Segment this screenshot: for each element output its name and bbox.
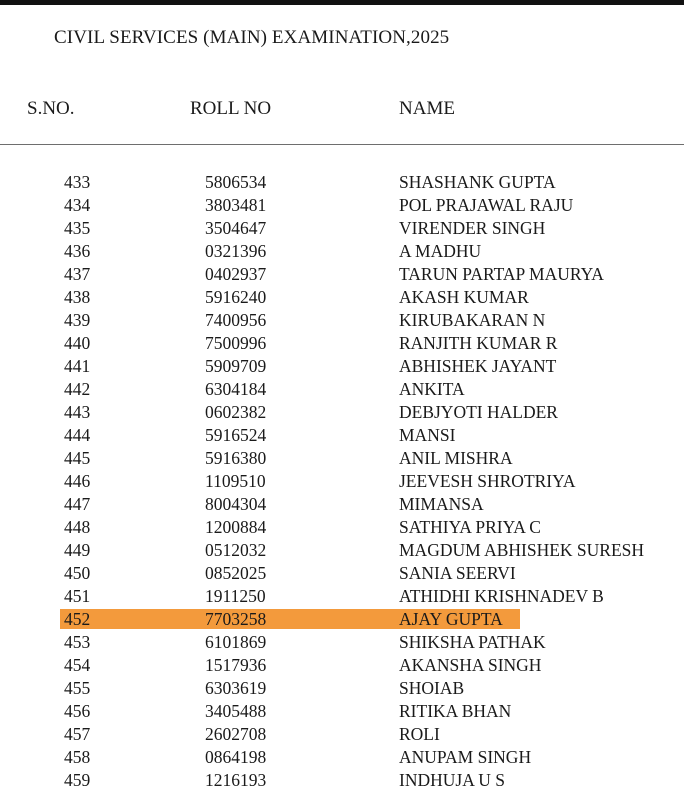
- page-title: CIVIL SERVICES (MAIN) EXAMINATION,2025: [54, 27, 450, 48]
- name-cell: ANKITA: [399, 379, 465, 399]
- roll-no-cell: 6101869: [205, 632, 267, 652]
- sno-cell: 444: [64, 425, 91, 445]
- name-cell: AJAY GUPTA: [399, 609, 503, 629]
- roll-no-cell: 5909709: [205, 356, 267, 376]
- table-row: [0, 723, 684, 746]
- roll-no-cell: 5806534: [205, 172, 267, 192]
- name-cell: MIMANSA: [399, 494, 484, 514]
- top-border: [0, 0, 684, 5]
- table-row: [0, 194, 684, 217]
- roll-no-cell: 0402937: [205, 264, 267, 284]
- table-row: [0, 585, 684, 608]
- name-cell: RANJITH KUMAR R: [399, 333, 558, 353]
- sno-cell: 459: [64, 770, 91, 790]
- name-cell: AKASH KUMAR: [399, 287, 529, 307]
- roll-no-cell: 1216193: [205, 770, 267, 790]
- name-cell: ANUPAM SINGH: [399, 747, 532, 767]
- name-cell: AKANSHA SINGH: [399, 655, 542, 675]
- sno-cell: 453: [64, 632, 91, 652]
- sno-cell: 438: [64, 287, 91, 307]
- table-row: [0, 171, 684, 194]
- table-row: [0, 240, 684, 263]
- table-row: [0, 539, 684, 562]
- table-row-highlighted: [0, 608, 684, 631]
- name-cell: DEBJYOTI HALDER: [399, 402, 558, 422]
- sno-cell: 450: [64, 563, 91, 583]
- name-cell: A MADHU: [399, 241, 482, 261]
- roll-no-cell: 1109510: [205, 471, 266, 491]
- table-row: [0, 332, 684, 355]
- sno-cell: 435: [64, 218, 91, 238]
- table-row: [0, 309, 684, 332]
- table-row: [0, 746, 684, 769]
- table-row: [0, 447, 684, 470]
- sno-cell: 448: [64, 517, 91, 537]
- name-cell: ROLI: [399, 724, 440, 744]
- name-cell: INDHUJA U S: [399, 770, 505, 790]
- sno-cell: 436: [64, 241, 91, 261]
- sno-cell: 458: [64, 747, 91, 767]
- sno-cell: 433: [64, 172, 91, 192]
- column-header-name: NAME: [399, 98, 455, 119]
- sno-cell: 442: [64, 379, 91, 399]
- table-row: [0, 562, 684, 585]
- sno-cell: 446: [64, 471, 91, 491]
- roll-no-cell: 0602382: [205, 402, 267, 422]
- table-row: [0, 286, 684, 309]
- roll-no-cell: 7400956: [205, 310, 267, 330]
- table-row: [0, 401, 684, 424]
- table-row: [0, 700, 684, 723]
- table-row: [0, 654, 684, 677]
- sno-cell: 455: [64, 678, 91, 698]
- name-cell: ABHISHEK JAYANT: [399, 356, 557, 376]
- sno-cell: 445: [64, 448, 91, 468]
- roll-no-cell: 8004304: [205, 494, 267, 514]
- name-cell: SHOIAB: [399, 678, 465, 698]
- table-row: [0, 378, 684, 401]
- table-row: [0, 769, 684, 792]
- table-row: [0, 470, 684, 493]
- roll-no-cell: 7703258: [205, 609, 267, 629]
- sno-cell: 440: [64, 333, 91, 353]
- sno-cell: 452: [64, 609, 91, 629]
- sno-cell: 457: [64, 724, 91, 744]
- name-cell: RITIKA BHAN: [399, 701, 512, 721]
- header-divider: [0, 144, 684, 145]
- roll-no-cell: 2602708: [205, 724, 267, 744]
- roll-no-cell: 1200884: [205, 517, 267, 537]
- roll-no-cell: 1911250: [205, 586, 266, 606]
- roll-no-cell: 3504647: [205, 218, 267, 238]
- sno-cell: 447: [64, 494, 91, 514]
- roll-no-cell: 5916524: [205, 425, 267, 445]
- table-row: [0, 631, 684, 654]
- roll-no-cell: 5916240: [205, 287, 267, 307]
- roll-no-cell: 5916380: [205, 448, 267, 468]
- name-cell: SHASHANK GUPTA: [399, 172, 556, 192]
- name-cell: ATHIDHI KRISHNADEV B: [399, 586, 604, 606]
- sno-cell: 451: [64, 586, 91, 606]
- roll-no-cell: 6303619: [205, 678, 267, 698]
- table-row: [0, 355, 684, 378]
- name-cell: SATHIYA PRIYA C: [399, 517, 541, 537]
- roll-no-cell: 0512032: [205, 540, 267, 560]
- name-cell: KIRUBAKARAN N: [399, 310, 546, 330]
- roll-no-cell: 0852025: [205, 563, 267, 583]
- column-header-roll-no: ROLL NO: [190, 98, 272, 119]
- name-cell: VIRENDER SINGH: [399, 218, 546, 238]
- roll-no-cell: 3803481: [205, 195, 267, 215]
- name-cell: SHIKSHA PATHAK: [399, 632, 546, 652]
- sno-cell: 434: [64, 195, 91, 215]
- table-row: [0, 677, 684, 700]
- name-cell: MANSI: [399, 425, 456, 445]
- roll-no-cell: 3405488: [205, 701, 267, 721]
- sno-cell: 449: [64, 540, 91, 560]
- name-cell: ANIL MISHRA: [399, 448, 513, 468]
- name-cell: POL PRAJAWAL RAJU: [399, 195, 574, 215]
- sno-cell: 441: [64, 356, 91, 376]
- name-cell: SANIA SEERVI: [399, 563, 516, 583]
- column-header-sno: S.NO.: [27, 98, 75, 119]
- roll-no-cell: 0321396: [205, 241, 267, 261]
- roll-no-cell: 1517936: [205, 655, 267, 675]
- sno-cell: 454: [64, 655, 91, 675]
- name-cell: TARUN PARTAP MAURYA: [399, 264, 604, 284]
- roll-no-cell: 0864198: [205, 747, 267, 767]
- table-row: [0, 424, 684, 447]
- sno-cell: 439: [64, 310, 91, 330]
- table-row: [0, 516, 684, 539]
- table-row: [0, 493, 684, 516]
- name-cell: MAGDUM ABHISHEK SURESH: [399, 540, 645, 560]
- sno-cell: 443: [64, 402, 91, 422]
- sno-cell: 456: [64, 701, 91, 721]
- roll-no-cell: 6304184: [205, 379, 267, 399]
- table-row: [0, 263, 684, 286]
- roll-no-cell: 7500996: [205, 333, 267, 353]
- table-row: [0, 217, 684, 240]
- results-list: [0, 171, 684, 792]
- name-cell: JEEVESH SHROTRIYA: [399, 471, 576, 491]
- sno-cell: 437: [64, 264, 91, 284]
